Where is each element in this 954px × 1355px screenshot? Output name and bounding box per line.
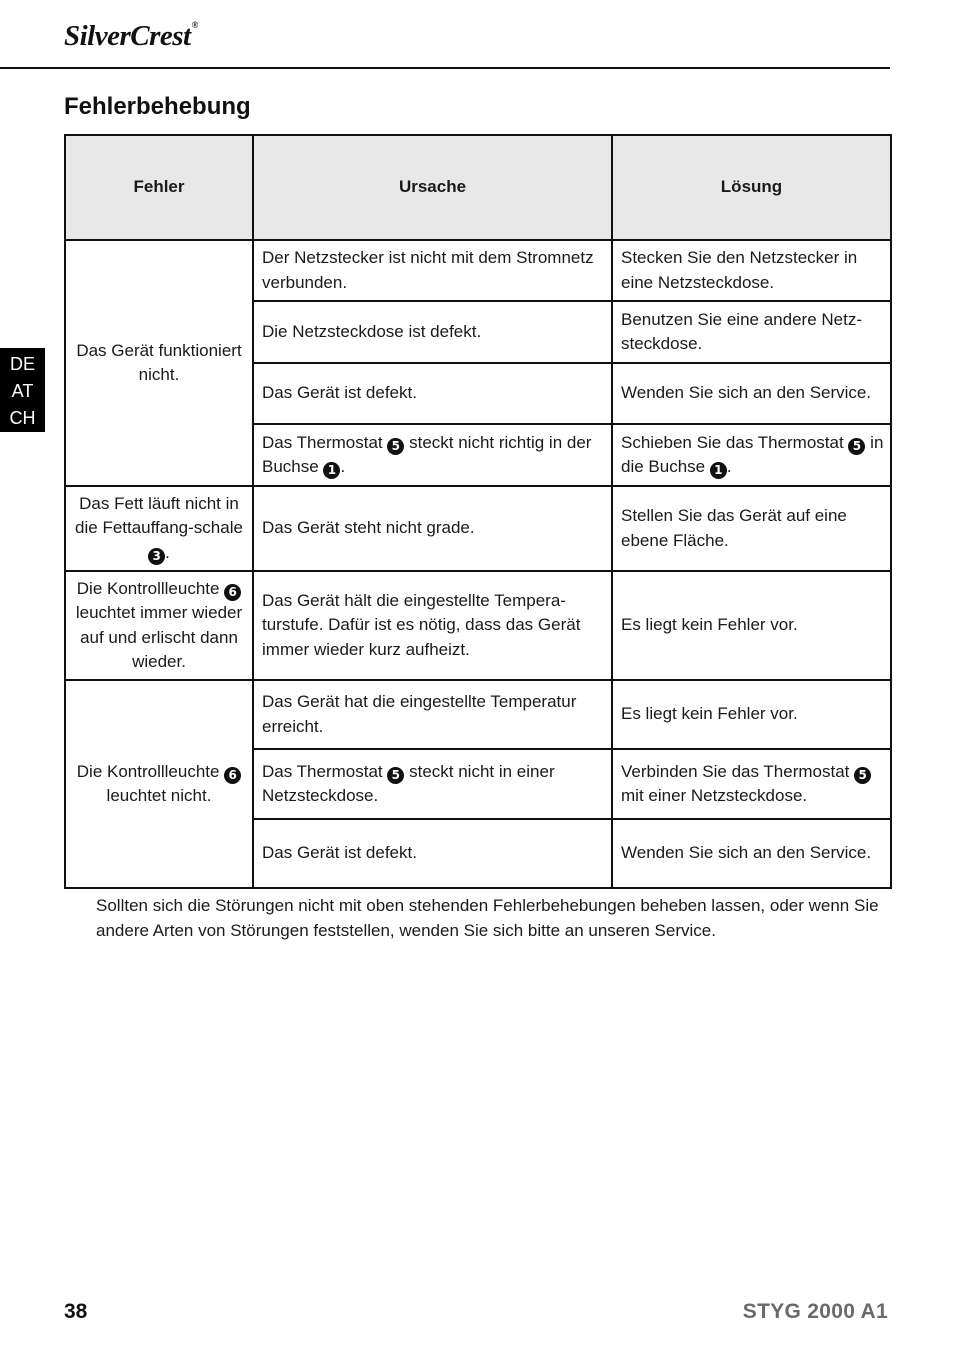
fehler-cell: Die Kontrollleuchte 6 leuchtet nicht. — [65, 680, 253, 888]
part-number-badge: 1 — [710, 462, 727, 479]
table-row — [65, 680, 891, 749]
footnote-text: Sollten sich die Störungen nicht mit oben stehenden Fehlerbehebungen beheben lassen, oder wenn Sie andere Arten von Störungen feststellen, wenden Sie sich bitte an unseren Service. — [96, 896, 879, 940]
part-number-badge: 5 — [387, 767, 404, 784]
registered-mark: ® — [191, 20, 198, 30]
table-header-row — [65, 135, 891, 240]
loesung-cell: Schieben Sie das Thermostat 5 in die Buchse 1 . — [612, 424, 891, 486]
fehler-cell: Das Fett läuft nicht in die Fettauffang-schale 3 . — [65, 486, 253, 571]
ursache-cell: Das Gerät hält die eingestellte Tempera-turstufe. Dafür ist es nötig, dass das Gerät immer wieder kurz aufheizt. — [253, 571, 612, 680]
header-ursache: Ursache — [253, 135, 612, 240]
table-row — [65, 571, 891, 680]
troubleshooting-table — [64, 134, 892, 889]
part-number-badge: 5 — [387, 438, 404, 455]
ursache-cell: Das Gerät hat die eingestellte Temperatur erreicht. — [253, 680, 612, 749]
loesung-cell: Wenden Sie sich an den Service. — [612, 819, 891, 888]
fehler-cell: Die Kontrollleuchte 6 leuchtet immer wieder auf und erlischt dann wieder. — [65, 571, 253, 680]
table-row — [65, 486, 891, 571]
part-number-badge: 6 — [224, 584, 241, 601]
model-number: STYG 2000 A1 — [742, 1300, 888, 1323]
language-tab — [0, 348, 45, 432]
loesung-cell: Wenden Sie sich an den Service. — [612, 363, 891, 424]
ursache-cell: Das Gerät steht nicht grade. — [253, 486, 612, 571]
loesung-cell: Benutzen Sie eine andere Netz-steckdose. — [612, 301, 891, 363]
fehler-cell: Das Gerät funktioniert nicht. — [65, 240, 253, 486]
ursache-cell: Das Thermostat 5 steckt nicht richtig in der Buchse 1 . — [253, 424, 612, 486]
part-number-badge: 6 — [224, 767, 241, 784]
part-number-badge: 5 — [854, 767, 871, 784]
language-code-ch: CH — [9, 408, 36, 428]
part-number-badge: 5 — [848, 438, 865, 455]
page-title: Fehlerbehebung — [64, 93, 251, 120]
loesung-cell: Es liegt kein Fehler vor. — [612, 680, 891, 749]
loesung-cell: Stecken Sie den Netzstecker in eine Netzsteckdose. — [612, 240, 891, 301]
header-divider — [0, 67, 890, 69]
table-row — [65, 240, 891, 301]
ursache-cell: Die Netzsteckdose ist defekt. — [253, 301, 612, 363]
header-fehler: Fehler — [65, 135, 253, 240]
ursache-cell: Das Gerät ist defekt. — [253, 819, 612, 888]
ursache-cell: Das Gerät ist defekt. — [253, 363, 612, 424]
part-number-badge: 3 — [148, 548, 165, 565]
loesung-cell: Stellen Sie das Gerät auf eine ebene Fläche. — [612, 486, 891, 571]
silvercrest-logo — [64, 20, 198, 53]
ursache-cell: Der Netzstecker ist nicht mit dem Stromnetz verbunden. — [253, 240, 612, 301]
language-code-at: AT — [11, 381, 34, 401]
header-loesung: Lösung — [612, 135, 891, 240]
language-code-de: DE — [9, 354, 35, 374]
page-number: 38 — [64, 1300, 88, 1323]
ursache-cell: Das Thermostat 5 steckt nicht in einer Netzsteckdose. — [253, 749, 612, 819]
brand-name: SilverCrest — [64, 20, 191, 52]
loesung-cell: Es liegt kein Fehler vor. — [612, 571, 891, 680]
part-number-badge: 1 — [323, 462, 340, 479]
loesung-cell: Verbinden Sie das Thermostat 5 mit einer Netzsteckdose. — [612, 749, 891, 819]
